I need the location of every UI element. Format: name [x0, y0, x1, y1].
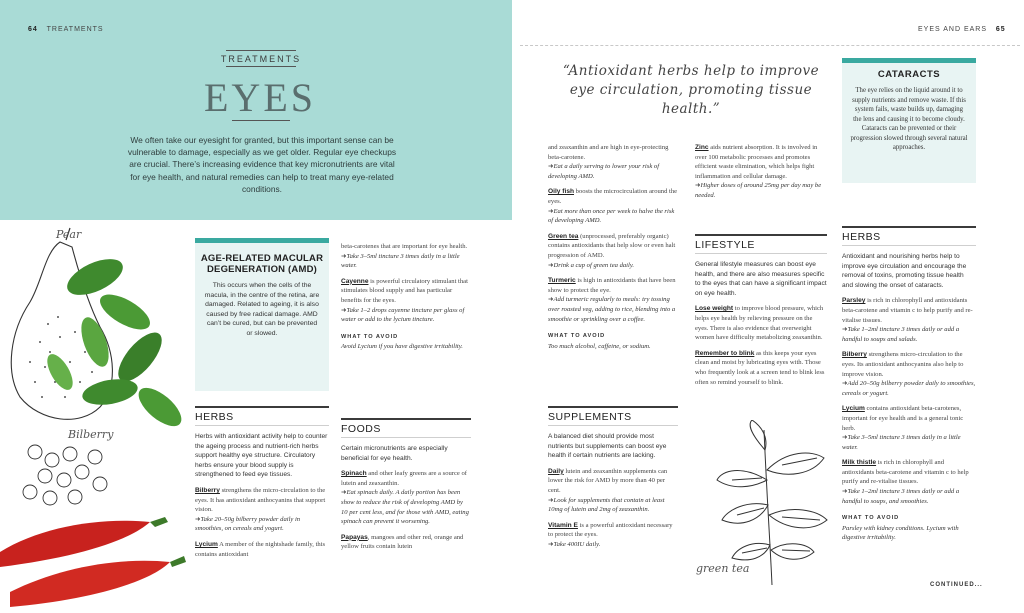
left-page-number: 64 [28, 26, 38, 33]
spinach-entry: Spinach and other leafy greens are a source of lutein and zeaxanthin. ➜Eat spinach daily. A daily portion has been show to reduce the risk of developing AMD by 10 per cent less, and for those with AMD, eating spinach can prevent it worsening. [341, 470, 469, 526]
foods-intro: Certain micronutrients are especially beneficial for eye health. [341, 445, 448, 462]
zinc-entry: Zinc aids nutrient absorption. It is involved in over 100 metabolic processes and promotes efficient waste elimination, which helps fight inflammation and cellular damage. ➜Higher doses of around 25mg per day may be needed. [695, 144, 822, 199]
column-five [695, 143, 827, 207]
section-title: SUPPLEMENTS [548, 406, 678, 426]
left-running-head [28, 26, 104, 33]
turmeric-entry: Turmeric is high in antioxidants that have been show to protect the eye. ➜Add turmeric regularly to meals: try tossing over roasted veg, adding to rice, blending into a smoothie or sprinkling over a coffee. [548, 277, 676, 323]
what-to-avoid-label: WHAT TO AVOID [842, 515, 900, 522]
divider [226, 66, 296, 67]
divider [226, 50, 296, 51]
bilberry-caption: Bilberry [68, 428, 114, 441]
lifestyle-intro: General lifestyle measures can boost eye health, and there are also measures specific to the eyes that can have a significant impact on eye health. [695, 261, 827, 297]
milk-thistle-entry: Milk thistle is rich in chlorophyll and antioxidants beta-carotene and vitamin c to help purify and re-vitalise tissues. ➜Take 1–2ml tincture 3 times daily or add a handful to soups, and smoothies. [842, 459, 969, 505]
pear-caption: Pear [56, 228, 82, 241]
what-to-avoid-text: Avoid Lycium if you have digestive irritability. [341, 343, 463, 351]
vitamin-e-entry: Vitamin E is a powerful antioxidant necessary to protect the eyes. ➜Take 400IU daily. [548, 521, 673, 548]
amd-text: This occurs when the cells of the macula, in the centre of the retina, are damaged. Related to ageing, it is also caused by free radical damage. AMD can’t be cured, but can be prevented or slowed. [204, 282, 320, 337]
green-tea-caption: green tea [696, 562, 750, 575]
papayas-entry: Papayas, mangoes and other red, orange and yellow fruits contain lutein [341, 533, 464, 551]
herbs-section-right [842, 226, 976, 549]
page-kicker: TREATMENTS [220, 54, 302, 64]
right-running-head [918, 26, 1006, 33]
column-four [548, 143, 678, 357]
pull-quote: “Antioxidant herbs help to improve eye circulation, promoting tissue health.” [562, 63, 820, 117]
cataracts-text: The eye relies on the liquid around it to supply nutrients and remove waste. If this system fails, waste builds up, damaging the lens and causing it to become cloudy. Cataracts can be prevented or their progression slowed through several natural approaches. [850, 87, 968, 151]
lose-weight-entry: Lose weight to improve blood pressure, which helps eye health by relieving pressure on the eyes. There is also evidence that overweight women have difficulty metabolizing zeaxanthin. [695, 305, 824, 342]
herbs-section-left [195, 406, 329, 565]
pear-spinach-chili-illustration [0, 222, 192, 613]
lycium-entry: Lycium A member of the nightshade family, this contains antioxidant [195, 540, 326, 558]
lycium-continued: beta-carotenes that are important for eye health. ➜Take 3–5ml tincture 3 times daily in a little water. [341, 243, 468, 270]
supplements-intro: A balanced diet should provide most nutrients but supplements can boost eye health if certain nutrients are lacking. [548, 433, 667, 460]
what-to-avoid-text: Too much alcohol, caffeine, or sodium. [548, 342, 651, 350]
blink-entry: Remember to blink as this keeps your eyes clean and moist by lubricating eyes with. Those who frequently look at a screen tend to blink less often so remind yourself to blink. [695, 349, 825, 386]
bilberry-right-entry: Bilberry strengthens micro-circulation to the eyes. Its antioxidant anthocyanins also help to improve vision. ➜Add 20–50g bilberry powder daily to smoothies, cereals or yogurt. [842, 351, 976, 397]
foods-section [341, 418, 471, 558]
supplements-section [548, 406, 678, 556]
column-two [341, 242, 471, 358]
intro-paragraph: We often take our eyesight for granted, but this important sense can be vulnerable to damage, especially as we get older. Regular eye checkups are crucial. There’s increasing evidence that key micronutrients are vital for eye health, and natural remedies can help to treat many eye-related conditions. [127, 135, 397, 194]
right-section-label: EYES AND EARS [918, 26, 988, 33]
right-page-number: 65 [995, 26, 1006, 33]
cayenne-entry: Cayenne is powerful circulatory stimulant that stimulates blood supply and has particular benefits for the eyes. ➜Take 1–2 drops cayenne tincture per glass of water or add to the lycium tincture. [341, 277, 468, 324]
parsley-entry: Parsley is rich in chlorophyll and antioxidants beta-carotene and vitamin c to help purify and re-vitalise tissues. ➜Take 1–2ml tincture 3 times daily or add a handful to soups and salads. [842, 297, 973, 343]
section-title: HERBS [195, 406, 329, 426]
what-to-avoid-text: Parsley with kidney conditions. Lycium with digestive irritability. [842, 524, 959, 542]
cataracts-title: CATARACTS [877, 69, 941, 80]
divider [232, 120, 290, 121]
what-to-avoid-label: WHAT TO AVOID [548, 333, 606, 340]
papayas-continued: and zeaxanthin and are high in eye-protecting beta-carotene. ➜Eat a daily serving to lower your risk of developing AMD. [548, 144, 669, 180]
amd-title: AGE-RELATED MACULAR DEGENERATION (AMD) [200, 253, 324, 275]
section-title: LIFESTYLE [695, 234, 827, 254]
cataracts-callout [842, 58, 976, 183]
lycium-right-entry: Lycium contains antioxidant beta-carotenes, important for eye health and is a general tonic herb. ➜Take 3–5ml tincture 3 times daily in a little water. [842, 405, 964, 451]
oily-fish-entry: Oily fish boosts the microcirculation around the eyes. ➜Eat more than once per week to halve the risk of developing AMD. [548, 188, 678, 225]
section-title: FOODS [341, 418, 471, 438]
divider [520, 45, 1020, 46]
herbs-intro: Herbs with antioxidant activity help to counter the ageing process and nutrient-rich herbs support healthy eye structure. Circulatory herbs ensure your blood supply is strengthened to feed eye tissues. [195, 433, 328, 479]
lifestyle-section [695, 234, 827, 393]
green-tea-entry: Green tea (unprocessed, preferably organic) contains antioxidants that help slow or even halt progression of AMD. ➜Drink a cup of green tea daily. [548, 232, 676, 269]
daily-entry: Daily lutein and zeaxanthin supplements can lower the risk for AMD by more than 40 per cent. ➜Look for supplements that contain at least 10mg of lutein and 2mg of zeaxanthin. [548, 467, 668, 514]
amd-callout [195, 238, 329, 391]
left-section-label: TREATMENTS [46, 26, 104, 33]
bilberry-entry: Bilberry strengthens the micro-circulation to the eyes. It has antioxidant anthocyanins that support vision. ➜Take 20–50g bilberry powder daily in smoothies, on cereals and yogurt. [195, 486, 326, 533]
section-title: HERBS [842, 226, 976, 246]
continued-label: CONTINUED... [930, 582, 983, 588]
herbs-right-intro: Antioxidant and nourishing herbs help to improve eye circulation and encourage the removal of toxins, promoting tissue health and slowing the onset of cataracts. [842, 253, 967, 289]
what-to-avoid-label: WHAT TO AVOID [341, 333, 399, 340]
page-title: EYES [204, 75, 316, 120]
